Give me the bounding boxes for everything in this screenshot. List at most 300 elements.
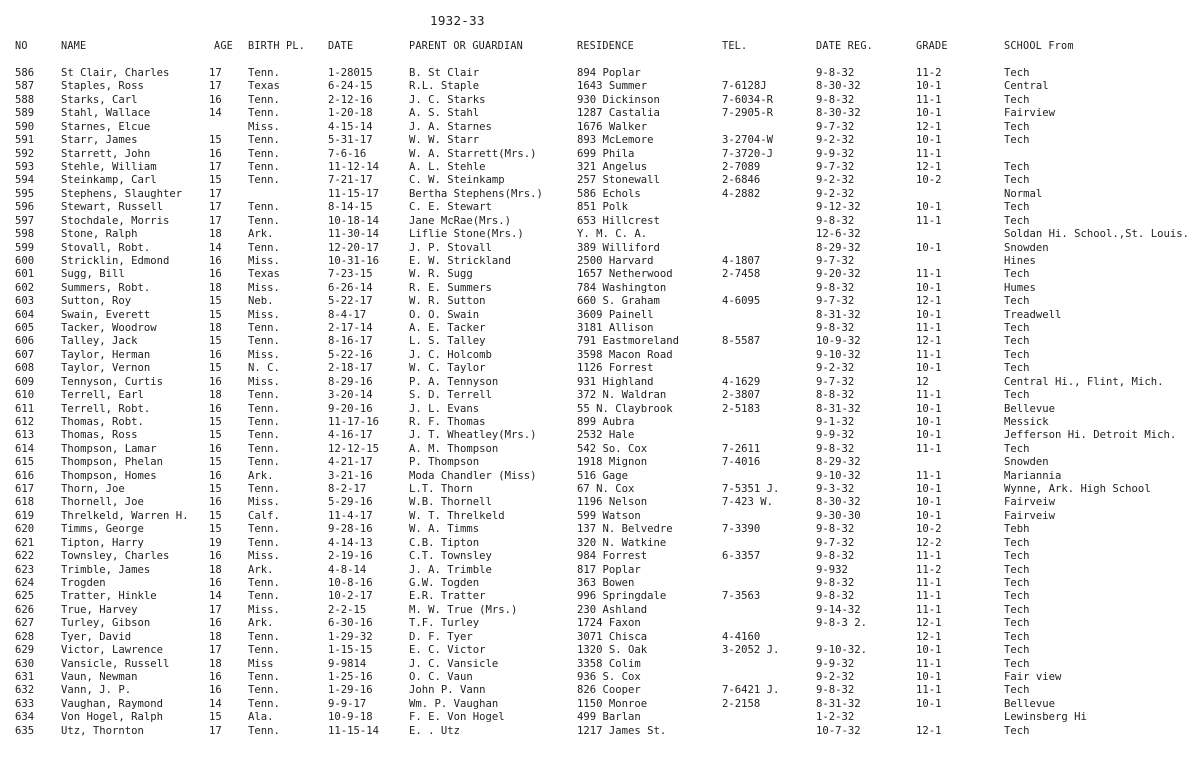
cell-grade: 11-1 (916, 147, 942, 160)
cell-no: 597 (15, 214, 35, 227)
cell-school-from: Treadwell (1004, 308, 1062, 321)
cell-name: Thomas, Robt. (61, 415, 144, 428)
cell-name: St Clair, Charles (61, 67, 170, 79)
cell-parent: J. P. Stovall (409, 241, 492, 254)
cell-name: Terrell, Robt. (61, 402, 151, 415)
cell-school-from: Tech (1004, 657, 1030, 670)
cell-age: 14 (209, 697, 222, 710)
cell-school-from: Tech (1004, 389, 1030, 402)
cell-birth-date: 3-20-14 (328, 389, 373, 402)
cell-residence: 984 Forrest (577, 550, 648, 563)
cell-birth-place: Tenn. (248, 241, 280, 254)
cell-school-from: Tech (1004, 684, 1030, 697)
cell-school-from: Tech (1004, 536, 1030, 549)
cell-name: Thornell, Joe (61, 496, 144, 509)
cell-residence: 930 Dickinson (577, 93, 660, 106)
cell-school-from: Tech (1004, 550, 1030, 563)
cell-date-reg: 9-8-32 (816, 281, 855, 294)
table-row (0, 295, 1200, 309)
cell-tel: 4-6095 (722, 295, 761, 308)
cell-no: 621 (15, 536, 35, 549)
cell-school-from: Fair view (1004, 670, 1062, 683)
cell-name: Thorn, Joe (61, 483, 125, 495)
cell-grade: 10-1 (916, 281, 942, 294)
cell-birth-place: Tenn. (248, 214, 280, 227)
cell-birth-date: 10-9-18 (328, 711, 373, 724)
cell-birth-place: Tenn. (248, 322, 280, 334)
cell-residence: Y. M. C. A. (577, 228, 648, 240)
cell-birth-date: 6-30-16 (328, 617, 373, 630)
cell-date-reg: 8-29-32 (816, 241, 861, 254)
cell-grade: 11-2 (916, 67, 942, 79)
cell-name: Vaughan, Raymond (61, 697, 164, 710)
cell-residence: 586 Echols (577, 187, 641, 200)
cell-name: Terrell, Earl (61, 389, 144, 402)
cell-residence: 599 Watson (577, 509, 641, 522)
cell-birth-place: Miss. (248, 120, 280, 133)
cell-name: Stephens, Slaughter (61, 187, 183, 200)
cell-name: Trogden (61, 577, 106, 589)
cell-school-from: Hines (1004, 254, 1036, 267)
cell-age: 17 (209, 201, 222, 214)
cell-residence: 55 N. Claybrook (577, 402, 673, 415)
cell-name: Thomas, Ross (61, 429, 138, 442)
cell-parent: W. C. Taylor (409, 362, 486, 375)
cell-no: 634 (15, 711, 35, 724)
cell-grade: 10-1 (916, 509, 942, 522)
cell-tel: 7-6128J (722, 80, 767, 93)
cell-birth-place: Tenn. (248, 684, 280, 697)
cell-birth-date: 1-29-32 (328, 630, 373, 643)
cell-residence: 996 Springdale (577, 590, 667, 603)
cell-parent: W. T. Threlkeld (409, 509, 505, 522)
cell-name: Sugg, Bill (61, 268, 125, 281)
cell-birth-date: 10-18-14 (328, 214, 380, 227)
table-row (0, 107, 1200, 121)
cell-age: 19 (209, 536, 222, 549)
cell-age: 16 (209, 93, 222, 106)
cell-birth-date: 2-19-16 (328, 550, 373, 563)
cell-no: 607 (15, 348, 35, 361)
cell-age: 16 (209, 577, 222, 589)
cell-parent: D. F. Tyer (409, 630, 473, 643)
cell-no: 613 (15, 429, 35, 442)
cell-no: 603 (15, 295, 35, 308)
cell-birth-place: Tenn. (248, 402, 280, 415)
cell-age: 17 (209, 187, 222, 200)
cell-no: 600 (15, 254, 35, 267)
cell-age: 16 (209, 402, 222, 415)
cell-school-from: Tech (1004, 617, 1030, 630)
cell-name: Stahl, Wallace (61, 107, 151, 120)
cell-date-reg: 8-29-32 (816, 456, 861, 469)
cell-date-reg: 9-8-32 (816, 684, 855, 697)
cell-school-from: Tech (1004, 348, 1030, 361)
cell-age: 16 (209, 684, 222, 697)
cell-date-reg: 9-8-32 (816, 577, 855, 589)
cell-residence: 389 Williford (577, 241, 660, 254)
cell-residence: 321 Angelus (577, 160, 648, 173)
cell-school-from: Mariannia (1004, 469, 1062, 482)
cell-tel: 2-3807 (722, 389, 761, 402)
cell-no: 598 (15, 228, 35, 240)
cell-name: Stone, Ralph (61, 228, 138, 240)
cell-parent: C. W. Steinkamp (409, 174, 505, 187)
cell-age: 15 (209, 523, 222, 536)
cell-residence: 137 N. Belvedre (577, 523, 673, 536)
cell-birth-place: Tenn. (248, 429, 280, 442)
cell-parent: John P. Vann (409, 684, 486, 697)
table-row (0, 242, 1200, 256)
cell-name: True, Harvey (61, 603, 138, 616)
cell-name: Talley, Jack (61, 335, 138, 348)
cell-birth-date: 7-6-16 (328, 147, 367, 160)
cell-residence: 320 N. Watkine (577, 536, 667, 549)
cell-no: 605 (15, 322, 35, 334)
cell-name: Tratter, Hinkle (61, 590, 157, 603)
cell-school-from: Normal (1004, 187, 1043, 200)
cell-birth-place: Tenn. (248, 697, 280, 710)
header-age: AGE (214, 41, 234, 52)
header-residence: RESIDENCE (577, 41, 635, 52)
table-row (0, 174, 1200, 188)
cell-grade: 11-1 (916, 657, 942, 670)
cell-grade: 10-1 (916, 496, 942, 509)
cell-birth-place: Tenn. (248, 670, 280, 683)
cell-school-from: Humes (1004, 281, 1036, 294)
table-row (0, 725, 1200, 739)
cell-age: 15 (209, 483, 222, 495)
cell-school-from: Tech (1004, 160, 1030, 173)
cell-age: 17 (209, 67, 222, 79)
cell-residence: 791 Eastmoreland (577, 335, 680, 348)
header-parent: PARENT OR GUARDIAN (409, 41, 524, 52)
cell-age: 18 (209, 389, 222, 402)
cell-age: 15 (209, 174, 222, 187)
cell-birth-date: 6-24-15 (328, 80, 373, 93)
cell-birth-date: 1-15-15 (328, 644, 373, 657)
cell-age: 16 (209, 670, 222, 683)
cell-no: 599 (15, 241, 35, 254)
cell-birth-place: Ark. (248, 469, 274, 482)
cell-parent: L.T. Thorn (409, 483, 473, 495)
cell-no: 608 (15, 362, 35, 375)
cell-name: Swain, Everett (61, 308, 151, 321)
cell-birth-date: 2-2-15 (328, 603, 367, 616)
cell-tel: 6-3357 (722, 550, 761, 563)
cell-residence: 516 Gage (577, 469, 629, 482)
table-row (0, 644, 1200, 658)
cell-birth-date: 11-30-14 (328, 228, 380, 240)
cell-name: Tipton, Harry (61, 536, 144, 549)
cell-no: 627 (15, 617, 35, 630)
cell-school-from: Tech (1004, 724, 1030, 737)
cell-date-reg: 8-30-32 (816, 496, 861, 509)
cell-birth-place: Miss. (248, 550, 280, 563)
cell-grade: 11-1 (916, 93, 942, 106)
cell-birth-place: Ark. (248, 563, 274, 576)
cell-name: Starrett, John (61, 147, 151, 160)
cell-age: 15 (209, 415, 222, 428)
cell-parent: J. A. Trimble (409, 563, 492, 576)
cell-date-reg: 8-30-32 (816, 107, 861, 120)
cell-date-reg: 9-2-32 (816, 134, 855, 147)
cell-school-from: Messick (1004, 415, 1049, 428)
cell-grade: 12-2 (916, 536, 942, 549)
cell-tel: 7-423 W. (722, 496, 774, 509)
cell-residence: 784 Washington (577, 281, 667, 294)
cell-residence: 1217 James St. (577, 724, 667, 737)
cell-date-reg: 9-8-32 (816, 93, 855, 106)
cell-grade: 12-1 (916, 160, 942, 173)
cell-parent: E. W. Strickland (409, 254, 512, 267)
table-row (0, 80, 1200, 94)
cell-no: 635 (15, 724, 35, 737)
cell-grade: 11-1 (916, 348, 942, 361)
cell-no: 587 (15, 80, 35, 93)
cell-date-reg: 9-7-32 (816, 375, 855, 388)
header-birth-place: BIRTH PL. (248, 41, 306, 52)
cell-date-reg: 9-20-32 (816, 268, 861, 281)
cell-tel: 7-6421 J. (722, 684, 780, 697)
cell-birth-place: Miss. (248, 375, 280, 388)
cell-date-reg: 9-30-30 (816, 509, 861, 522)
cell-birth-place: Miss. (248, 603, 280, 616)
cell-residence: 894 Poplar (577, 67, 641, 79)
cell-age: 17 (209, 724, 222, 737)
cell-date-reg: 9-8-32 (816, 214, 855, 227)
cell-grade: 11-1 (916, 214, 942, 227)
cell-grade: 10-1 (916, 201, 942, 214)
cell-parent: Wm. P. Vaughan (409, 697, 499, 710)
cell-school-from: Tebh (1004, 523, 1030, 536)
cell-age: 18 (209, 281, 222, 294)
cell-residence: 1126 Forrest (577, 362, 654, 375)
cell-residence: 2532 Hale (577, 429, 635, 442)
cell-residence: 1657 Netherwood (577, 268, 673, 281)
cell-school-from: Bellevue (1004, 402, 1056, 415)
cell-name: Stricklin, Edmond (61, 254, 170, 267)
cell-grade: 12 (916, 375, 929, 388)
cell-name: Vaun, Newman (61, 670, 138, 683)
cell-school-from: Lewinsberg Hi (1004, 711, 1087, 724)
cell-birth-date: 6-26-14 (328, 281, 373, 294)
cell-school-from: Tech (1004, 93, 1030, 106)
cell-age: 17 (209, 80, 222, 93)
table-row (0, 134, 1200, 148)
cell-birth-date: 2-12-16 (328, 93, 373, 106)
cell-name: Thompson, Lamar (61, 442, 157, 455)
cell-parent: P. Thompson (409, 456, 480, 469)
table-row (0, 121, 1200, 135)
cell-birth-date: 4-21-17 (328, 456, 373, 469)
table-row (0, 148, 1200, 162)
cell-school-from: Tech (1004, 442, 1030, 455)
column-headers (0, 40, 1200, 54)
cell-birth-place: Ark. (248, 228, 274, 240)
cell-school-from: Snowden (1004, 456, 1049, 469)
cell-grade: 10-1 (916, 134, 942, 147)
cell-birth-place: Miss. (248, 348, 280, 361)
cell-residence: 3181 Allison (577, 322, 654, 334)
cell-parent: L. S. Talley (409, 335, 486, 348)
table-row (0, 496, 1200, 510)
cell-date-reg: 9-2-32 (816, 187, 855, 200)
table-row (0, 510, 1200, 524)
cell-school-from: Tech (1004, 295, 1030, 308)
table-row (0, 268, 1200, 282)
table-row (0, 523, 1200, 537)
cell-residence: 893 McLemore (577, 134, 654, 147)
cell-no: 592 (15, 147, 35, 160)
cell-date-reg: 9-7-32 (816, 120, 855, 133)
cell-parent: A. S. Stahl (409, 107, 480, 120)
cell-date-reg: 9-10-32 (816, 469, 861, 482)
cell-grade: 12-1 (916, 617, 942, 630)
cell-residence: 931 Highland (577, 375, 654, 388)
header-date: DATE (328, 41, 354, 52)
cell-age: 15 (209, 308, 222, 321)
cell-birth-place: Tenn. (248, 724, 280, 737)
cell-birth-date: 9-28-16 (328, 523, 373, 536)
cell-age: 16 (209, 496, 222, 509)
table-row (0, 389, 1200, 403)
cell-no: 631 (15, 670, 35, 683)
cell-parent: R. E. Summers (409, 281, 492, 294)
cell-age: 16 (209, 469, 222, 482)
table-row (0, 658, 1200, 672)
cell-birth-place: Tenn. (248, 335, 280, 348)
cell-school-from: Tech (1004, 322, 1030, 334)
cell-name: Timms, George (61, 523, 144, 536)
cell-no: 606 (15, 335, 35, 348)
cell-parent: Moda Chandler (Miss) (409, 469, 537, 482)
cell-no: 616 (15, 469, 35, 482)
cell-parent: J. C. Starks (409, 93, 486, 106)
cell-residence: 851 Polk (577, 201, 629, 214)
cell-age: 16 (209, 617, 222, 630)
cell-birth-date: 5-31-17 (328, 134, 373, 147)
cell-school-from: Fairveiw (1004, 496, 1056, 509)
cell-tel: 7-4016 (722, 456, 761, 469)
table-row (0, 403, 1200, 417)
cell-parent: O. C. Vaun (409, 670, 473, 683)
cell-residence: 67 N. Cox (577, 483, 635, 495)
cell-birth-date: 1-25-16 (328, 670, 373, 683)
cell-date-reg: 9-8-32 (816, 550, 855, 563)
cell-date-reg: 10-7-32 (816, 724, 861, 737)
cell-birth-place: Tenn. (248, 536, 280, 549)
cell-date-reg: 9-7-32 (816, 160, 855, 173)
cell-name: Starks, Carl (61, 93, 138, 106)
cell-age: 14 (209, 107, 222, 120)
table-row (0, 335, 1200, 349)
cell-name: Stovall, Robt. (61, 241, 151, 254)
cell-grade: 10-1 (916, 308, 942, 321)
cell-date-reg: 8-31-32 (816, 402, 861, 415)
cell-birth-place: Tenn. (248, 577, 280, 589)
cell-parent: W.B. Thornell (409, 496, 492, 509)
cell-age: 15 (209, 429, 222, 442)
cell-date-reg: 12-6-32 (816, 228, 861, 240)
cell-date-reg: 9-7-32 (816, 295, 855, 308)
cell-no: 626 (15, 603, 35, 616)
cell-birth-date: 4-16-17 (328, 429, 373, 442)
cell-school-from: Snowden (1004, 241, 1049, 254)
cell-residence: 699 Phila (577, 147, 635, 160)
cell-name: Von Hogel, Ralph (61, 711, 164, 724)
cell-school-from: Tech (1004, 362, 1030, 375)
cell-name: Stochdale, Morris (61, 214, 170, 227)
table-row (0, 456, 1200, 470)
cell-grade: 12-1 (916, 120, 942, 133)
cell-residence: 899 Aubra (577, 415, 635, 428)
cell-birth-place: Miss (248, 657, 274, 670)
cell-parent: J. L. Evans (409, 402, 480, 415)
cell-no: 625 (15, 590, 35, 603)
cell-tel: 8-5587 (722, 335, 761, 348)
cell-parent: A. M. Thompson (409, 442, 499, 455)
cell-name: Taylor, Herman (61, 348, 151, 361)
cell-age: 18 (209, 322, 222, 334)
cell-tel: 3-2052 J. (722, 644, 780, 657)
cell-name: Starr, James (61, 134, 138, 147)
cell-residence: 660 S. Graham (577, 295, 660, 308)
cell-age: 17 (209, 214, 222, 227)
cell-school-from: Tech (1004, 590, 1030, 603)
cell-name: Trimble, James (61, 563, 151, 576)
cell-date-reg: 9-10-32 (816, 348, 861, 361)
cell-age: 17 (209, 644, 222, 657)
cell-birth-place: Neb. (248, 295, 274, 308)
cell-grade: 10-1 (916, 644, 942, 657)
cell-grade: 11-1 (916, 322, 942, 334)
cell-residence: 1287 Castalia (577, 107, 660, 120)
cell-date-reg: 9-2-32 (816, 362, 855, 375)
cell-age: 15 (209, 711, 222, 724)
cell-residence: 372 N. Waldran (577, 389, 667, 402)
cell-date-reg: 9-2-32 (816, 670, 855, 683)
table-row (0, 228, 1200, 242)
cell-tel: 2-6846 (722, 174, 761, 187)
cell-age: 16 (209, 550, 222, 563)
cell-parent: T.F. Turley (409, 617, 480, 630)
cell-grade: 10-2 (916, 174, 942, 187)
cell-no: 586 (15, 67, 35, 79)
cell-birth-date: 1-28015 (328, 67, 373, 79)
cell-grade: 10-2 (916, 523, 942, 536)
table-row (0, 537, 1200, 551)
cell-birth-date: 5-22-17 (328, 295, 373, 308)
cell-residence: 1918 Mignon (577, 456, 648, 469)
cell-tel: 4-1629 (722, 375, 761, 388)
cell-residence: 3071 Chisca (577, 630, 648, 643)
cell-school-from: Central Hi., Flint, Mich. (1004, 375, 1164, 388)
table-row (0, 362, 1200, 376)
cell-age: 16 (209, 254, 222, 267)
header-tel: TEL. (722, 41, 748, 52)
cell-no: 590 (15, 120, 35, 133)
cell-age: 15 (209, 456, 222, 469)
table-row (0, 590, 1200, 604)
cell-name: Stewart, Russell (61, 201, 164, 214)
cell-school-from: Tech (1004, 174, 1030, 187)
cell-school-from: Tech (1004, 67, 1030, 79)
cell-no: 593 (15, 160, 35, 173)
cell-school-from: Fairview (1004, 107, 1056, 120)
cell-residence: 230 Ashland (577, 603, 648, 616)
cell-date-reg: 8-31-32 (816, 308, 861, 321)
